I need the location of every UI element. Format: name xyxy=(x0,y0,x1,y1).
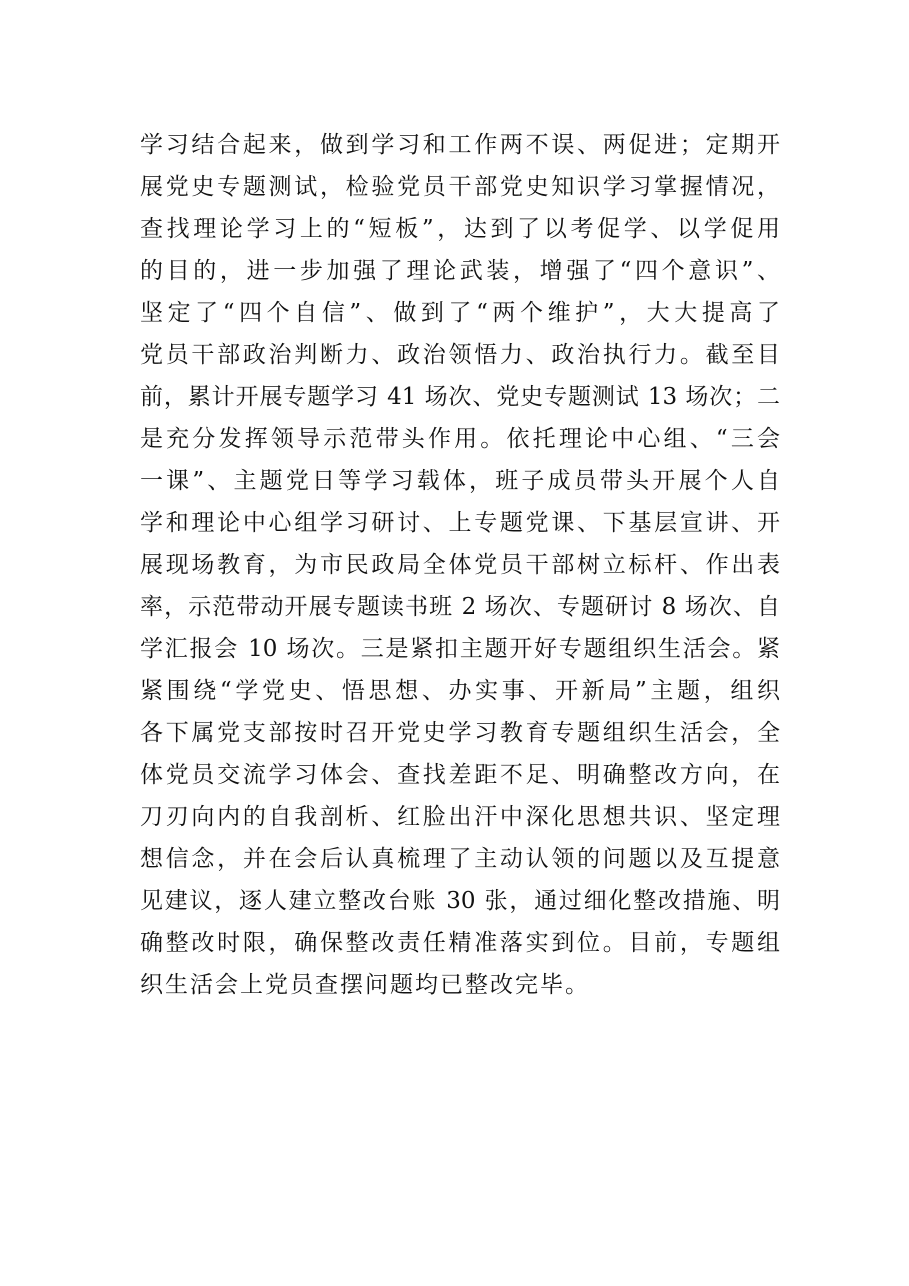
text-line: 前，累计开展专题学习 41 场次、党史专题测试 13 场次；二 xyxy=(140,384,780,410)
text-line: 查找理论学习上的“短板”，达到了以考促学、以学促用 xyxy=(140,216,780,242)
text-line: 确整改时限，确保整改责任精准落实到位。目前，专题组 xyxy=(140,930,780,956)
text-line: 一课”、主题党日等学习载体，班子成员带头开展个人自 xyxy=(140,468,780,494)
text-line: 是充分发挥领导示范带头作用。依托理论中心组、“三会 xyxy=(140,426,780,452)
text-line: 学和理论中心组学习研讨、上专题党课、下基层宣讲、开 xyxy=(140,510,780,536)
text-line: 紧围绕“学党史、悟思想、办实事、开新局”主题，组织 xyxy=(140,678,780,704)
text-line: 党员干部政治判断力、政治领悟力、政治执行力。截至目 xyxy=(140,342,780,368)
text-line: 学习结合起来，做到学习和工作两不误、两促进；定期开 xyxy=(140,132,780,158)
text-line: 体党员交流学习体会、查找差距不足、明确整改方向，在 xyxy=(140,762,780,788)
text-line: 刀刃向内的自我剖析、红脸出汗中深化思想共识、坚定理 xyxy=(140,804,780,830)
text-line: 学汇报会 10 场次。三是紧扣主题开好专题组织生活会。紧 xyxy=(140,636,780,662)
text-line: 各下属党支部按时召开党史学习教育专题组织生活会，全 xyxy=(140,720,780,746)
body-paragraph xyxy=(140,124,780,1006)
text-line: 坚定了“四个自信”、做到了“两个维护”，大大提高了 xyxy=(140,300,780,326)
text-line: 见建议，逐人建立整改台账 30 张，通过细化整改措施、明 xyxy=(140,888,780,914)
text-line: 想信念，并在会后认真梳理了主动认领的问题以及互提意 xyxy=(140,846,780,872)
text-line: 织生活会上党员查摆问题均已整改完毕。 xyxy=(140,972,590,998)
text-line: 展党史专题测试，检验党员干部党史知识学习掌握情况， xyxy=(140,174,780,200)
text-line: 率，示范带动开展专题读书班 2 场次、专题研讨 8 场次、自 xyxy=(140,594,780,620)
text-line: 展现场教育，为市民政局全体党员干部树立标杆、作出表 xyxy=(140,552,780,578)
text-line: 的目的，进一步加强了理论武装，增强了“四个意识”、 xyxy=(140,258,780,284)
